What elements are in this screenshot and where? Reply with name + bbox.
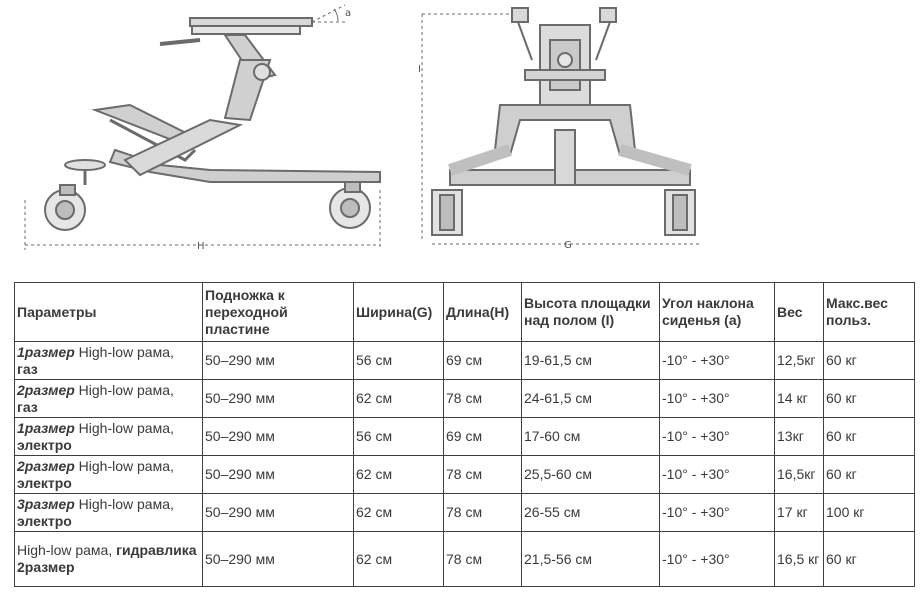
table-row — [15, 418, 915, 456]
height-label: I — [418, 64, 421, 75]
width-cell: 62 см — [354, 494, 444, 532]
header-max-weight: Макс.вес польз. — [824, 283, 915, 342]
length-cell: 78 см — [444, 380, 522, 418]
length-cell: 78 см — [444, 494, 522, 532]
weight-cell: 12,5кг — [775, 342, 824, 380]
angle-cell: -10° - +30° — [660, 342, 775, 380]
front-view-drawing — [422, 8, 700, 244]
table-row — [15, 494, 915, 532]
frame-label: High-low рама, — [74, 419, 174, 436]
max-weight-cell: 60 кг — [824, 342, 915, 380]
drive-label: электро — [17, 474, 72, 491]
table-header-row — [15, 283, 915, 342]
max-weight-cell: 100 кг — [824, 494, 915, 532]
width-cell: 62 см — [354, 380, 444, 418]
table-row — [15, 342, 915, 380]
weight-cell: 13кг — [775, 418, 824, 456]
param-cell — [15, 342, 203, 380]
weight-cell: 16,5 кг — [775, 532, 824, 587]
height-cell: 21,5-56 см — [522, 532, 660, 587]
header-angle: Угол наклона сиденья (а) — [660, 283, 775, 342]
width-cell: 56 см — [354, 342, 444, 380]
param-cell — [15, 494, 203, 532]
size-label: 2размер — [17, 381, 75, 398]
frame-label: High-low рама, — [74, 381, 174, 398]
param-cell — [15, 418, 203, 456]
header-footrest: Подножка к переходной пластине — [203, 283, 354, 342]
size-label: 2размер — [17, 559, 75, 575]
param-cell — [15, 380, 203, 418]
max-weight-cell: 60 кг — [824, 532, 915, 587]
footrest-cell: 50–290 мм — [203, 380, 354, 418]
frame-label: High-low рама, — [74, 343, 174, 360]
angle-label: a — [345, 8, 352, 19]
table-body — [15, 342, 915, 587]
header-length: Длина(H) — [444, 283, 522, 342]
drive-label: газ — [17, 398, 38, 415]
length-cell: 78 см — [444, 532, 522, 587]
weight-cell: 16,5кг — [775, 456, 824, 494]
footrest-cell: 50–290 мм — [203, 342, 354, 380]
height-cell: 19-61,5 см — [522, 342, 660, 380]
angle-cell: -10° - +30° — [660, 380, 775, 418]
frame-label: High-low рама, — [17, 542, 117, 558]
length-cell: 69 см — [444, 418, 522, 456]
table-row — [15, 532, 915, 587]
table-row — [15, 380, 915, 418]
size-label: 1размер — [17, 343, 75, 360]
footrest-cell: 50–290 мм — [203, 418, 354, 456]
height-cell: 24-61,5 см — [522, 380, 660, 418]
weight-cell: 14 кг — [775, 380, 824, 418]
height-cell: 25,5-60 см — [522, 456, 660, 494]
header-params: Параметры — [15, 283, 203, 342]
angle-cell: -10° - +30° — [660, 494, 775, 532]
header-weight: Вес — [775, 283, 824, 342]
spec-table — [14, 282, 915, 587]
width-cell: 56 см — [354, 418, 444, 456]
weight-cell: 17 кг — [775, 494, 824, 532]
product-drawings — [0, 0, 921, 270]
drive-label: электро — [17, 436, 72, 453]
angle-cell: -10° - +30° — [660, 532, 775, 587]
frame-label: High-low рама, — [74, 495, 174, 512]
max-weight-cell: 60 кг — [824, 380, 915, 418]
max-weight-cell: 60 кг — [824, 418, 915, 456]
length-cell: 69 см — [444, 342, 522, 380]
width-label: G — [564, 240, 572, 251]
size-label: 1размер — [17, 419, 75, 436]
param-cell — [15, 456, 203, 494]
size-label: 3размер — [17, 495, 75, 512]
height-cell: 17-60 см — [522, 418, 660, 456]
header-width: Ширина(G) — [354, 283, 444, 342]
size-label: 2размер — [17, 457, 75, 474]
drive-label: газ — [17, 360, 38, 377]
footrest-cell: 50–290 мм — [203, 532, 354, 587]
width-cell: 62 см — [354, 532, 444, 587]
drive-label: гидравлика — [116, 542, 197, 558]
side-view-drawing — [25, 5, 380, 250]
footrest-cell: 50–290 мм — [203, 494, 354, 532]
angle-cell: -10° - +30° — [660, 456, 775, 494]
height-cell: 26-55 см — [522, 494, 660, 532]
table-row — [15, 456, 915, 494]
param-cell — [15, 532, 203, 587]
drive-label: электро — [17, 512, 72, 529]
angle-cell: -10° - +30° — [660, 418, 775, 456]
length-label: H — [197, 241, 205, 252]
frame-label: High-low рама, — [74, 457, 174, 474]
footrest-cell: 50–290 мм — [203, 456, 354, 494]
header-height: Высота площадки над полом (I) — [522, 283, 660, 342]
length-cell: 78 см — [444, 456, 522, 494]
max-weight-cell: 60 кг — [824, 456, 915, 494]
width-cell: 62 см — [354, 456, 444, 494]
